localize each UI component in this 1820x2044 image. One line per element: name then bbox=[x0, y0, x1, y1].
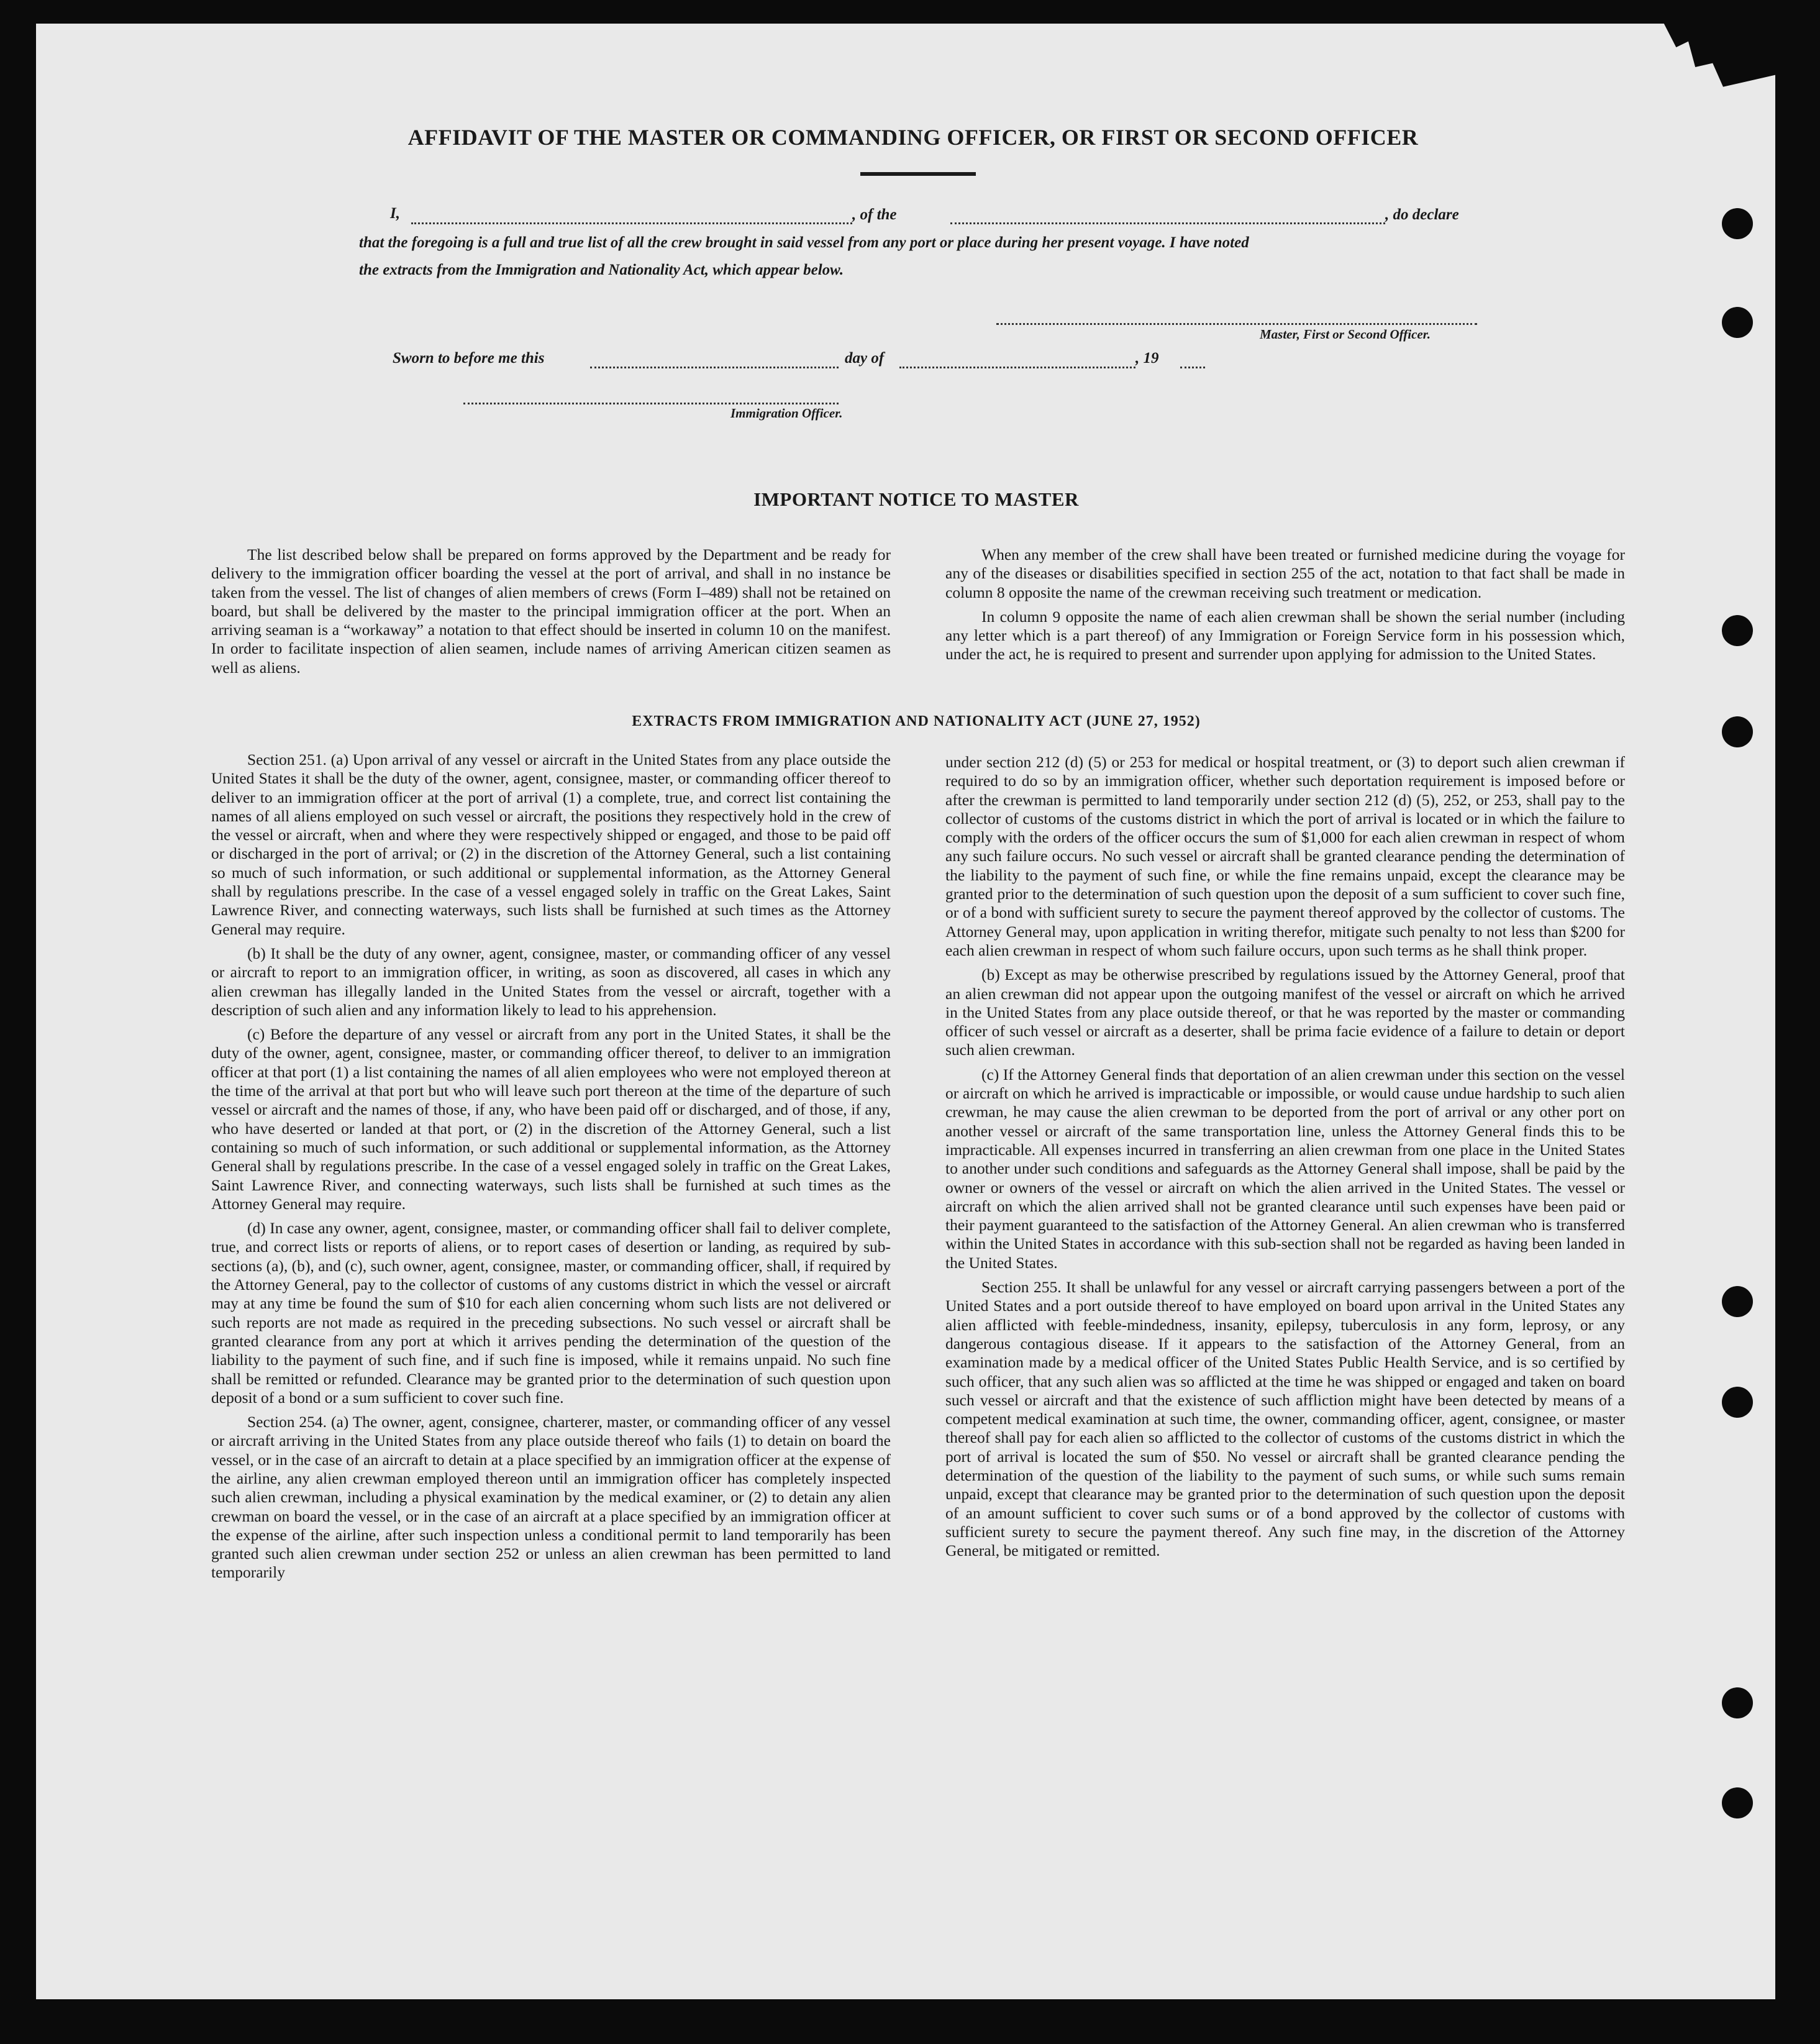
punch-hole bbox=[1722, 615, 1753, 646]
vessel-blank-line[interactable] bbox=[950, 222, 1385, 224]
section-paragraph: (c) Before the departure of any vessel or aircraft from any port in the United States, it shall be the duty of the owner, agent, consignee, master, or commanding officer thereof, to deliver to an immigration officer at that port (1) a list containing the names of all alien employees who were not employed thereon at the time of the arrival at that port but who will leave such port thereon at the time of the departure of such vessel or aircraft and the names of those, if any, who have been paid off or discharged, and of those, if any, who have deserted or landed at that port, or (2) in the discretion of the Attorney General, such a list containing so much of such information, or such additional or supplemental information, as the Attorney General shall by regulations prescribe. In the case of a vessel engaged solely in traffic on the Great Lakes, Saint Lawrence River, and connecting waterways, such lists shall be furnished at such times as the Attorney General may require. bbox=[211, 1025, 891, 1213]
master-signature-caption: Master, First or Second Officer. bbox=[1260, 327, 1431, 342]
name-blank-line[interactable] bbox=[411, 222, 852, 224]
punch-hole bbox=[1722, 208, 1753, 239]
section-paragraph: (b) Except as may be otherwise prescribed by regulations issued by the Attorney General, proof that an alien crewman did not appear upon the outgoing manifest of the vessel or aircraft on which he arrived in the United States from any place outside thereof, or that he was reported by the master or commanding officer of such vessel or aircraft as a deserter, shall be prima facie evidence of a failure to detain or deport such alien crewman. bbox=[945, 965, 1625, 1059]
of-the-label: , of the bbox=[852, 206, 897, 223]
day-of-label: day of bbox=[845, 350, 885, 367]
notice-paragraph: In column 9 opposite the name of each alien crewman shall be shown the serial number (including any letter which is a part thereof) of any Immigration or Foreign Service form in his possession which, under the act, he is required to present and surrender upon applying for admission to the United States. bbox=[945, 607, 1625, 664]
notice-title: IMPORTANT NOTICE TO MASTER bbox=[753, 488, 1079, 510]
section-paragraph: (c) If the Attorney General finds that deportation of an alien crewman under this section on the vessel or aircraft on which he arrived is impracticable or impossible, or would cause undue hardship to such alien crewman, he may cause the alien crewman to be deported from the port of arrival or any other port on another vessel or aircraft of the same transportation line, unless the Attorney General finds this to be impracticable. All expenses incurred in transferring an alien crewman from one place in the United States to another under such conditions and safeguards as the Attorney General shall impose, shall be paid by the owner or owners of the vessel or aircraft on which the alien arrived in the United States. The vessel or aircraft on which the alien arrived shall not be granted clearance until such expenses have been paid or their payment guaranteed to the satisfaction of the Attorney General. An alien crewman who is transferred within the United States in accordance with this sub-section shall not be regarded as having been landed in the United States. bbox=[945, 1065, 1625, 1272]
punch-hole bbox=[1722, 307, 1753, 338]
punch-hole bbox=[1722, 1286, 1753, 1317]
section-paragraph: (b) It shall be the duty of any owner, agent, consignee, master, or commanding officer of any vessel or aircraft to report to an immigration officer, in writing, as soon as discovered, all cases in which any alien crewman has illegally landed in the United States from the vessel or aircraft, together with a description of such alien and any information likely to lead to his apprehension. bbox=[211, 944, 891, 1019]
punch-hole bbox=[1722, 1787, 1753, 1818]
notice-left-column bbox=[211, 545, 891, 683]
affidavit-i-label: I, bbox=[390, 205, 400, 222]
section-paragraph: under section 212 (d) (5) or 253 for medical or hospital treatment, or (3) to deport such alien crewman if required to do so by an immigration officer, whether such deportation requirement is imposed before or after the crewman is permitted to land temporarily under section 212 (d) (5), 252, or 253, shall pay to the collector of customs of the customs district in which the port of arrival is located or in which the failure to comply with the orders of the officer occurs the sum of $1,000 for each alien crewman in respect of whom any such failure occurs. No such vessel or aircraft shall be granted clearance pending the determination of the liability to the payment of such fine, or while the fine remains unpaid, except the clearance may be granted prior to the determination of such question upon the deposit of a sum sufficient to cover such fine, or of a bond with sufficient surety to secure the payment thereof approved by the collector of customs. The Attorney General may, upon application in writing therefor, mitigate such penalty to not less than $200 for each alien crewman in respect of whom such failure occurs, upon such terms as he shall think proper. bbox=[945, 753, 1625, 959]
immigration-officer-caption: Immigration Officer. bbox=[730, 406, 843, 421]
declaration-line: that the foregoing is a full and true list of all the crew brought in said vessel from any port or place during her present voyage. I have noted bbox=[359, 234, 1249, 251]
notice-right-column bbox=[945, 545, 1625, 670]
sworn-day-blank-line[interactable] bbox=[590, 367, 839, 368]
punch-hole bbox=[1722, 1387, 1753, 1418]
immigration-officer-signature-line[interactable] bbox=[463, 403, 839, 404]
extracts-left-column bbox=[211, 751, 891, 1588]
declaration-line: the extracts from the Immigration and Nationality Act, which appear below. bbox=[359, 262, 844, 278]
master-signature-line[interactable] bbox=[996, 323, 1477, 325]
section-paragraph: Section 255. It shall be unlawful for any vessel or aircraft carrying passengers between a port of the United States and a port outside thereof to have employed on board upon arrival in the United States any alien afflicted with feeble-mindedness, insanity, epilepsy, tuberculosis in any form, leprosy, or any dangerous contagious disease. If it appears to the satisfaction of the Attorney General, from an examination made by a medical officer of the United States Public Health Service, and is so certified by such officer, that any such alien was so afflicted at the time he was shipped or engaged and taken on board such vessel or aircraft and that the existence of such affliction might have been detected by means of a competent medical examination at such time, the owner, commanding officer, agent, consignee, or master thereof shall pay for each alien so afflicted to the collector of customs of the customs district in which the port of arrival is located the sum of $50. No vessel or aircraft shall be granted clearance pending the determination of the question of the liability to the payment of such sums, or while such sums remain unpaid, except that clearance may be granted prior to the determination of such question upon the deposit of an amount sufficient to cover such sums or of a bond approved by the collector of customs with sufficient surety to secure the payment thereof. Any such fine may, in the discretion of the Attorney General, be mitigated or remitted. bbox=[945, 1278, 1625, 1560]
punch-hole bbox=[1722, 1687, 1753, 1718]
notice-paragraph: The list described below shall be prepared on forms approved by the Department and be ready for delivery to the immigration officer boarding the vessel at the port of arrival, and shall in no instance be taken from the vessel. The list of changes of alien members of crews (Form I–489) shall not be retained on board, but shall be delivered by the master to the principal immigration officer at the port. When an arriving seaman is a “workaway” a notation to that effect should be inserted in column 10 on the manifest. In order to facilitate inspection of alien seamen, include names of arriving American citizen seamen as well as aliens. bbox=[211, 545, 891, 677]
section-paragraph: Section 254. (a) The owner, agent, consignee, charterer, master, or commanding officer of any vessel or aircraft arriving in the United States from any place outside thereof who fails (1) to detain on board the vessel, or in the case of an aircraft to detain at a place specified by an immigration officer at the expense of the airline, any alien crewman employed thereon until an immigration officer has completely inspected such alien crewman, including a physical examination by the medical examiner, or (2) to detain any alien crewman on board the vessel, or in the case of an aircraft at a place specified by an immigration officer at the expense of the airline, after such inspection unless a conditional permit to land temporarily has been granted such alien crewman under section 252 or unless an alien crewman has been permitted to land temporarily bbox=[211, 1413, 891, 1582]
sworn-label: Sworn to before me this bbox=[393, 350, 545, 367]
year-blank-line[interactable] bbox=[1180, 367, 1205, 368]
year-label: , 19 bbox=[1135, 350, 1159, 367]
notice-paragraph: When any member of the crew shall have been treated or furnished medicine during the voyage for any of the diseases or disabilities specified in section 255 of the act, notation to that fact shall be made in column 8 opposite the name of the crewman receiving such treatment or medication. bbox=[945, 545, 1625, 601]
do-declare-label: , do declare bbox=[1385, 206, 1459, 223]
extracts-title: EXTRACTS FROM IMMIGRATION AND NATIONALITY ACT (JUNE 27, 1952) bbox=[632, 713, 1201, 729]
affidavit-title: AFFIDAVIT OF THE MASTER OR COMMANDING OFFICER, OR FIRST OR SECOND OFFICER bbox=[407, 125, 1419, 150]
sworn-month-blank-line[interactable] bbox=[899, 367, 1135, 368]
title-rule bbox=[860, 172, 976, 176]
section-paragraph: (d) In case any owner, agent, consignee, master, or commanding officer shall fail to deliver complete, true, and correct lists or reports of aliens, or to report cases of desertion or landing, as required by sub-sections (a), (b), and (c), such owner, agent, consignee, master, or commanding officer, shall, if required by the Attorney General, pay to the collector of customs of any customs district in which the vessel or aircraft may at any time be found the sum of $10 for each alien concerning whom such lists are not delivered or such reports are not made as required in the preceding subsections. No such vessel or aircraft shall be granted clearance from any port at which it arrives pending the determination of the question of the liability to the payment of such fine, and if such fine is imposed, while it remains unpaid. No such fine shall be remitted or refunded. Clearance may be granted prior to the determination of such question upon deposit of a bond or a sum sufficient to cover such fine. bbox=[211, 1219, 891, 1407]
section-paragraph: Section 251. (a) Upon arrival of any vessel or aircraft in the United States from any place outside the United States it shall be the duty of the owner, agent, consignee, master, or commanding officer thereof to deliver to an immigration officer at the port of arrival (1) a complete, true, and correct list containing the names of all aliens employed on such vessel or aircraft, the positions they respectively hold in the crew of the vessel or aircraft, when and where they were respectively shipped or engaged, and those to be paid off or discharged in the port of arrival; or (2) in the discretion of the Attorney General, such a list containing so much of such information, or such additional or supplemental information, as the Attorney General shall by regulations prescribe. In the case of a vessel engaged solely in traffic on the Great Lakes, Saint Lawrence River, and connecting waterways, such lists shall be furnished at such times as the Attorney General may require. bbox=[211, 751, 891, 938]
extracts-right-column bbox=[945, 753, 1625, 1566]
